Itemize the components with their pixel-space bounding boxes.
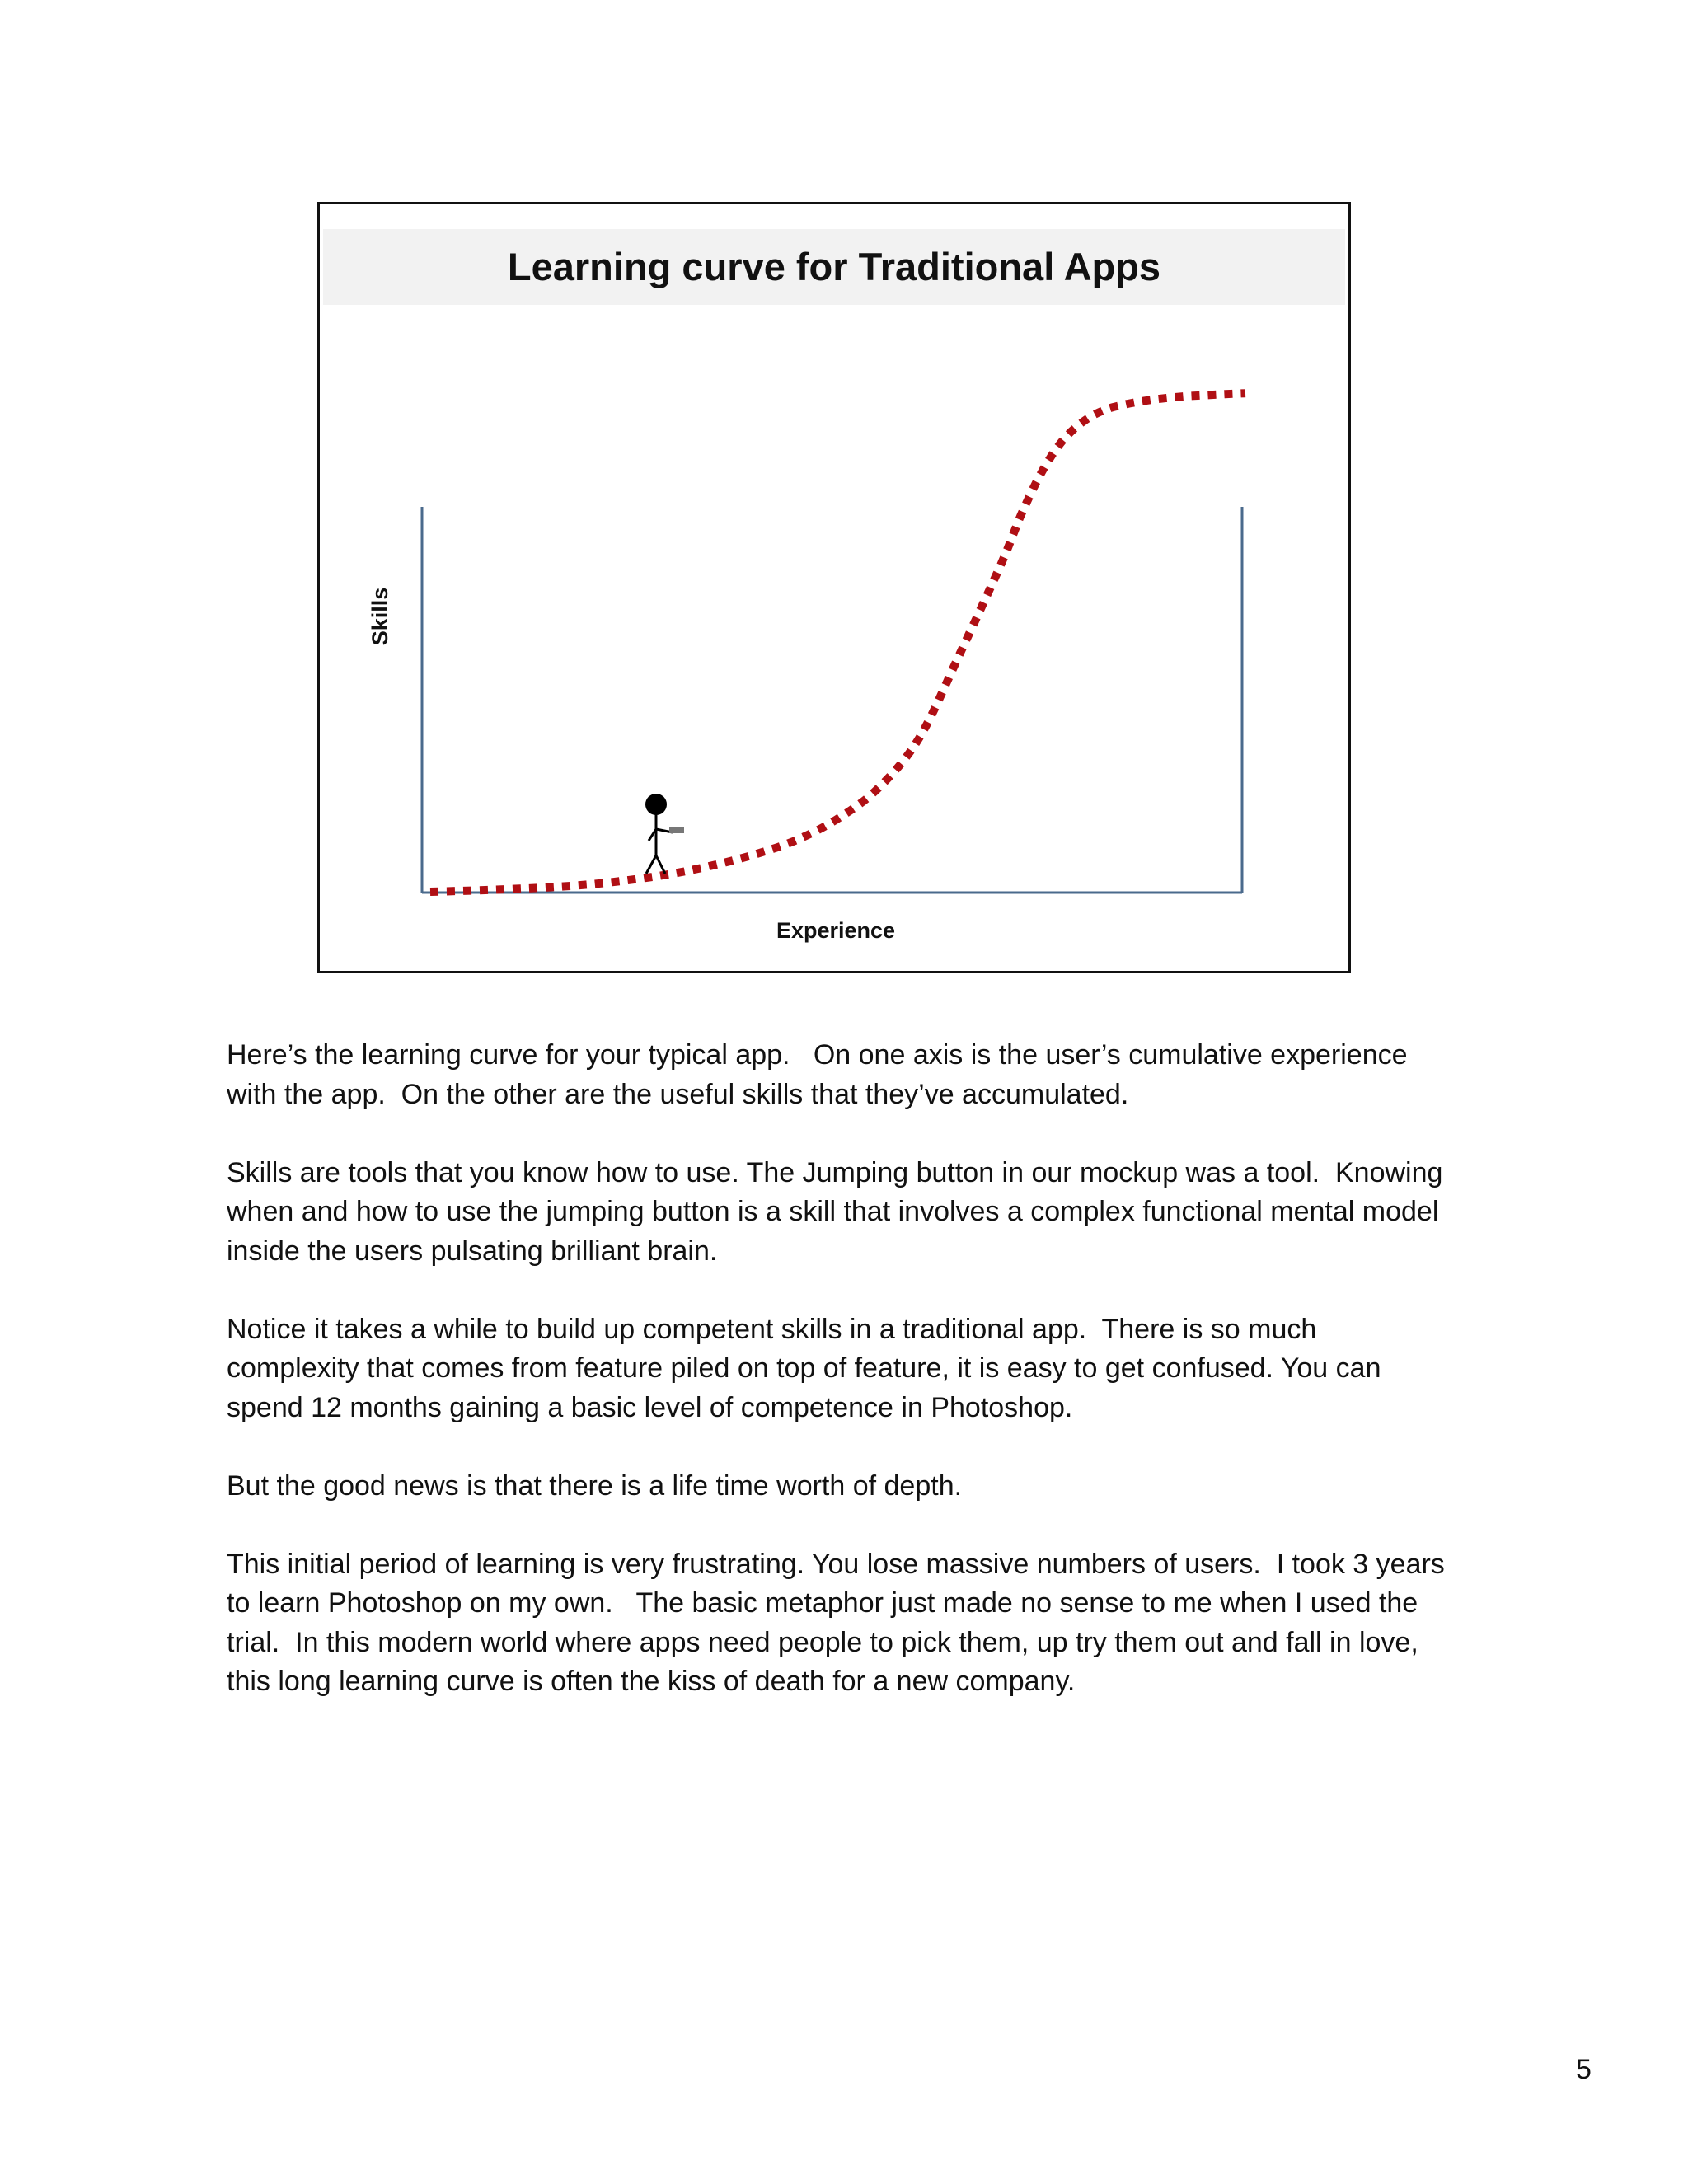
notes-paragraph: Here’s the learning curve for your typical app. On one axis is the user’s cumulative experience with the app. On the other are the useful skills that they’ve accumulated. <box>227 1039 1415 1110</box>
stick-figure-icon <box>645 794 684 874</box>
notes-paragraph: This initial period of learning is very frustrating. You lose massive numbers of users. I took 3 years to learn Photoshop on my own. The basic metaphor just made no sense to me when I used the trial. In this modern world where apps need people to pick them, up try them out and fall in love, this long learning curve is often the kiss of death for a new company. <box>227 1548 1453 1697</box>
x-axis-label: Experience <box>776 918 896 943</box>
y-axis-label: Skills <box>368 587 392 646</box>
slide-frame <box>317 202 1351 973</box>
slide-title: Learning curve for Traditional Apps <box>507 245 1161 288</box>
notes-paragraph: Notice it takes a while to build up competent skills in a traditional app. There is so much complexity that comes from feature piled on top of feature, it is easy to get confused. You can spend 12 months gaining a basic level of competence in Photoshop. <box>227 1313 1389 1423</box>
learning-curve-chart <box>320 204 1348 971</box>
page-number: 5 <box>1576 2054 1592 2085</box>
speaker-notes <box>227 1036 1453 1741</box>
notes-paragraph: Skills are tools that you know how to use. The Jumping button in our mockup was a tool. Knowing when and how to use the jumping button is a skill that involves a complex functional mental model inside the users pulsating brilliant brain. <box>227 1156 1451 1267</box>
learning-curve-series-line <box>430 393 1245 892</box>
notes-paragraph: But the good news is that there is a life time worth of depth. <box>227 1469 963 1502</box>
